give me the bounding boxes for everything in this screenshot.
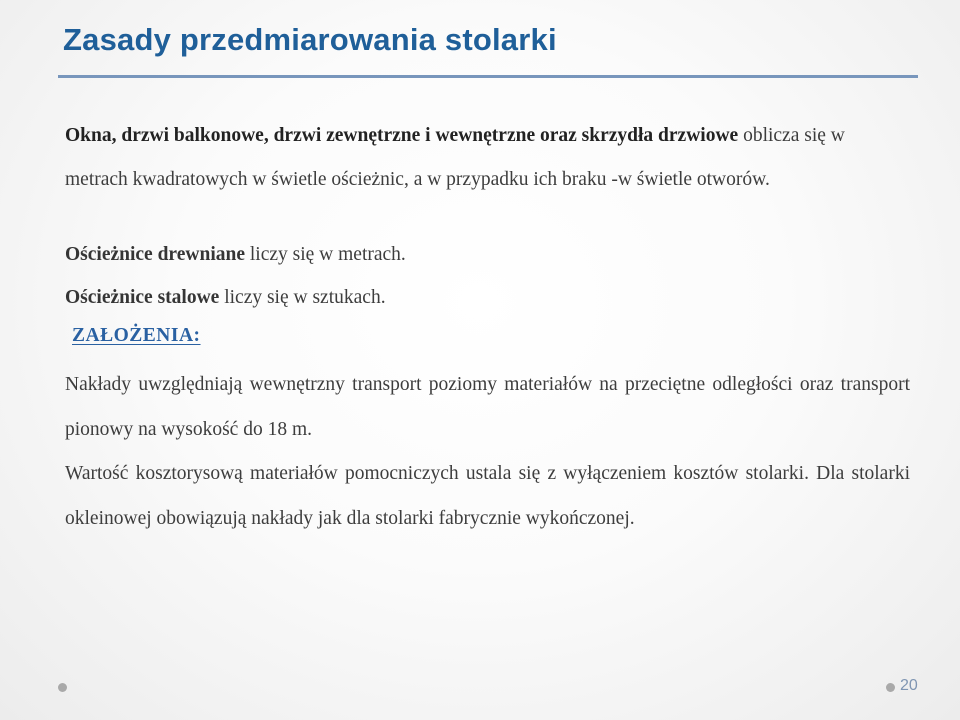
steel-frames-text: liczy się w sztukach. [219,287,386,308]
assumptions-paragraph-1: Nakłady uwzględniają wewnętrzny transport poziomy materiałów na przeciętne odległości oraz transport pionowy na wysokość do 18 m. [65,374,910,440]
slide-title: Zasady przedmiarowania stolarki [63,22,557,57]
intro-text: oblicza się w metrach kwadratowych w świetle ościeżnic, a w przypadku ich braku -w świetle otworów. [65,125,845,190]
intro-bold-text: Okna, drzwi balkonowe, drzwi zewnętrzne i wewnętrzne oraz skrzydła drzwiowe [65,125,739,146]
wooden-frames-line [65,239,910,271]
steel-frames-label: Ościeżnice stalowe [65,287,220,308]
title-divider [58,75,918,78]
page-number: 20 [900,677,918,694]
wooden-frames-text: liczy się w metrach. [245,244,406,265]
steel-frames-line [65,282,910,314]
assumptions-heading: ZAŁOŻENIA: [72,325,201,346]
assumptions-paragraph-2: Wartość kosztorysową materiałów pomocniczych ustala się z wyłączeniem kosztów stolarki. Dla stolarki okleinowej obowiązują nakłady jak dla stolarki fabrycznie wykończonej. [65,463,910,529]
footer-right-dot [886,683,895,692]
intro-paragraph [65,114,910,202]
wooden-frames-label: Ościeżnice drewniane [65,244,245,265]
footer-left-dot [58,683,67,692]
